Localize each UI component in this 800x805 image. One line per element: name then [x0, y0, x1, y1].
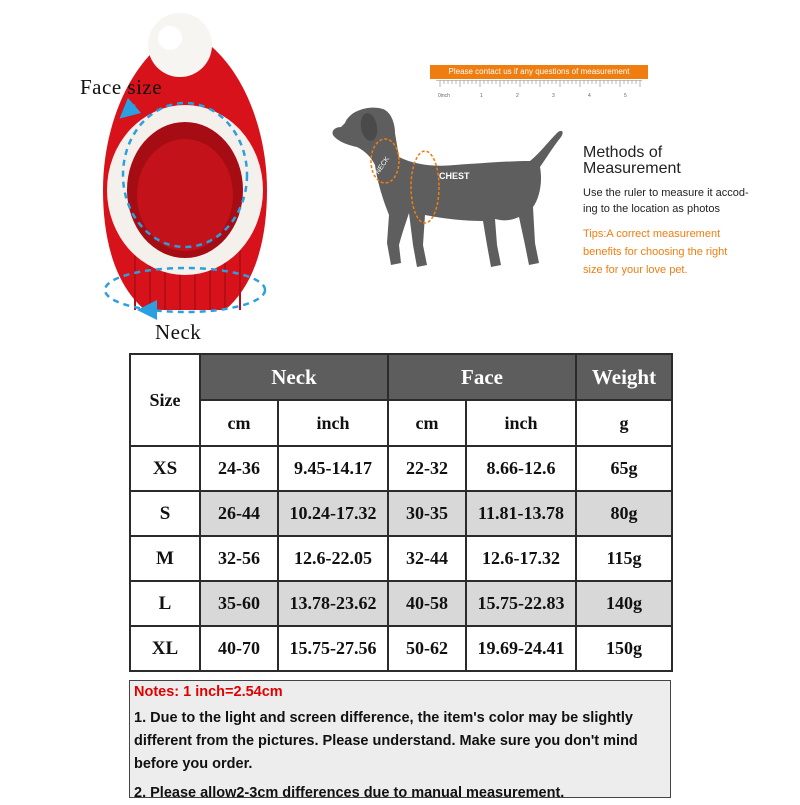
neck-cm-cell: 35-60	[200, 581, 278, 626]
header-size: Size	[130, 354, 200, 446]
face-cm-cell: 32-44	[388, 536, 466, 581]
dog-neck-label: NECK	[374, 155, 392, 176]
table-row	[130, 536, 672, 581]
size-chart-table	[129, 353, 673, 672]
size-cell: L	[130, 581, 200, 626]
face-inch-cell: 15.75-22.83	[466, 581, 576, 626]
table-row	[130, 446, 672, 491]
methods-text-line1: Use the ruler to measure it accod-	[583, 187, 749, 199]
weight-cell: 80g	[576, 491, 672, 536]
header-neck-cm: cm	[200, 400, 278, 446]
table-unit-row	[130, 400, 672, 446]
ruler-tick-5: 5	[624, 93, 627, 99]
ruler-tick-0: 0inch	[438, 93, 450, 99]
notes-title: Notes: 1 inch=2.54cm	[134, 684, 283, 700]
notes-box	[129, 680, 671, 801]
weight-cell: 150g	[576, 626, 672, 671]
table-header-row	[130, 354, 672, 400]
size-cell: XS	[130, 446, 200, 491]
ruler-banner: Please contact us if any questions of measurement	[430, 65, 648, 79]
dog-silhouette	[325, 95, 575, 285]
table-row	[130, 491, 672, 536]
methods-tips-line3: size for your love pet.	[583, 264, 688, 276]
methods-title	[583, 145, 793, 177]
methods-instructions	[583, 185, 793, 217]
table-row	[130, 581, 672, 626]
dog-chest-label: CHEST	[439, 171, 470, 181]
weight-cell: 140g	[576, 581, 672, 626]
ruler-tick-1: 1	[480, 93, 483, 99]
face-inch-cell: 11.81-13.78	[466, 491, 576, 536]
header-weight-g: g	[576, 400, 672, 446]
neck-label: Neck	[155, 320, 202, 344]
face-size-label: Face size	[80, 75, 163, 99]
neck-inch-cell: 9.45-14.17	[278, 446, 388, 491]
santa-hood-image	[75, 10, 295, 350]
size-cell: M	[130, 536, 200, 581]
notes-line-1: 1. Due to the light and screen difference, the item's color may be slightly different from the pictures. Please understand. Make sure you don't mind before you order.	[134, 710, 638, 772]
header-face-inch: inch	[466, 400, 576, 446]
notes-line-2: 2. Please allow2-3cm differences due to manual measurement.	[134, 785, 565, 801]
header-weight: Weight	[576, 354, 672, 400]
size-cell: XL	[130, 626, 200, 671]
ruler-tick-3: 3	[552, 93, 555, 99]
face-cm-cell: 22-32	[388, 446, 466, 491]
ruler-tick-4: 4	[588, 93, 591, 99]
weight-cell: 65g	[576, 446, 672, 491]
face-inch-cell: 8.66-12.6	[466, 446, 576, 491]
methods-tips	[583, 225, 793, 279]
dog-illustration	[325, 95, 575, 285]
face-inch-cell: 19.69-24.41	[466, 626, 576, 671]
face-inch-cell: 12.6-17.32	[466, 536, 576, 581]
neck-cm-cell: 26-44	[200, 491, 278, 536]
neck-cm-cell: 40-70	[200, 626, 278, 671]
neck-cm-cell: 32-56	[200, 536, 278, 581]
neck-inch-cell: 12.6-22.05	[278, 536, 388, 581]
methods-text-line2: ing to the location as photos	[583, 203, 720, 215]
neck-inch-cell: 10.24-17.32	[278, 491, 388, 536]
face-cm-cell: 50-62	[388, 626, 466, 671]
ruler-tick-2: 2	[516, 93, 519, 99]
methods-title-line1: Methods of	[583, 144, 663, 161]
weight-cell: 115g	[576, 536, 672, 581]
header-face: Face	[388, 354, 576, 400]
header-neck: Neck	[200, 354, 388, 400]
methods-title-line2: Measurement	[583, 160, 681, 177]
neck-cm-cell: 24-36	[200, 446, 278, 491]
table-row	[130, 626, 672, 671]
header-neck-inch: inch	[278, 400, 388, 446]
methods-tips-line2: benefits for choosing the right	[583, 246, 728, 258]
hat-illustration	[75, 10, 295, 350]
header-face-cm: cm	[388, 400, 466, 446]
face-cm-cell: 40-58	[388, 581, 466, 626]
neck-inch-cell: 15.75-27.56	[278, 626, 388, 671]
neck-inch-cell: 13.78-23.62	[278, 581, 388, 626]
size-cell: S	[130, 491, 200, 536]
face-cm-cell: 30-35	[388, 491, 466, 536]
methods-tips-line1: Tips:A correct measurement	[583, 228, 721, 240]
